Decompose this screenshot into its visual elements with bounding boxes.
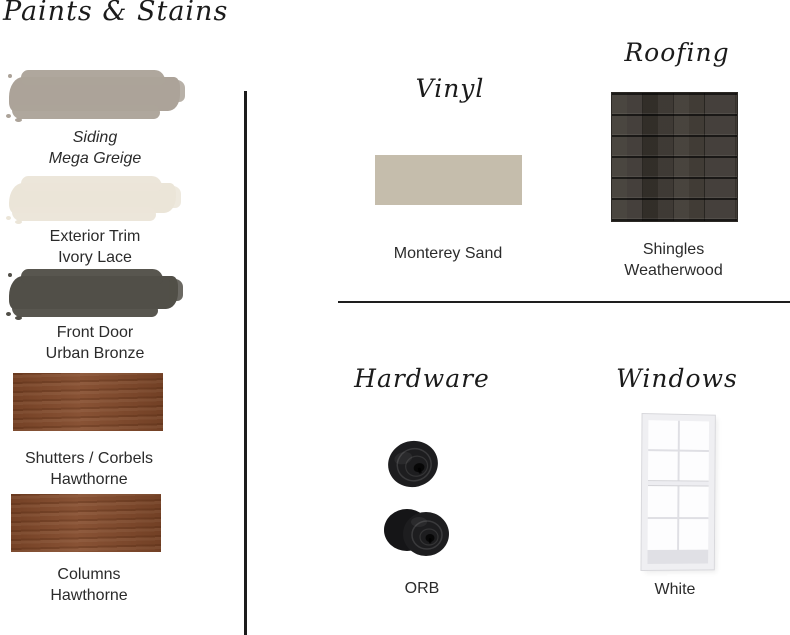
stain-label-shutters bbox=[0, 448, 178, 490]
page-title: Paints & Stains bbox=[3, 0, 229, 27]
window-illustration bbox=[641, 414, 714, 570]
stain-use: Columns bbox=[57, 566, 121, 583]
horizontal-divider bbox=[338, 301, 790, 303]
roofing-heading: Roofing bbox=[624, 38, 730, 67]
stain-label-columns bbox=[0, 564, 178, 606]
stain-swatch-columns-hawthorne bbox=[11, 494, 161, 552]
paint-use: Siding bbox=[72, 129, 118, 146]
paint-label-siding bbox=[0, 127, 190, 169]
paint-color-name: Mega Greige bbox=[48, 150, 142, 168]
shingles-swatch bbox=[611, 92, 738, 222]
windows-label: White bbox=[654, 581, 696, 598]
vinyl-heading: Vinyl bbox=[415, 74, 485, 103]
roofing-label-line1: Shingles bbox=[642, 241, 705, 258]
hardware-heading: Hardware bbox=[354, 364, 490, 393]
paint-use: Front Door bbox=[56, 324, 134, 341]
stain-use: Shutters / Corbels bbox=[24, 450, 154, 467]
roofing-label-line2: Weatherwood bbox=[624, 262, 723, 280]
vinyl-label: Monterey Sand bbox=[393, 245, 503, 262]
paint-use: Exterior Trim bbox=[49, 228, 141, 245]
paint-label-front-door bbox=[0, 322, 190, 364]
hardware-label: ORB bbox=[404, 580, 440, 597]
paint-swatch-mega-greige bbox=[5, 68, 185, 120]
stain-color-name: Hawthorne bbox=[50, 471, 128, 489]
vertical-divider bbox=[244, 91, 247, 635]
paint-swatch-urban-bronze bbox=[5, 267, 183, 318]
paint-label-exterior-trim bbox=[0, 226, 190, 268]
door-knob-icon bbox=[383, 438, 455, 560]
vinyl-swatch-monterey-sand bbox=[375, 155, 522, 205]
windows-heading: Windows bbox=[616, 364, 738, 393]
roofing-label bbox=[601, 239, 746, 281]
stain-color-name: Hawthorne bbox=[50, 587, 128, 605]
window-lower-sash bbox=[648, 486, 709, 550]
stain-swatch-shutters-hawthorne bbox=[13, 373, 163, 431]
paint-color-name: Urban Bronze bbox=[45, 345, 145, 363]
window-upper-sash bbox=[648, 420, 709, 480]
paint-color-name: Ivory Lace bbox=[58, 249, 132, 267]
paint-swatch-ivory-lace bbox=[5, 174, 181, 222]
